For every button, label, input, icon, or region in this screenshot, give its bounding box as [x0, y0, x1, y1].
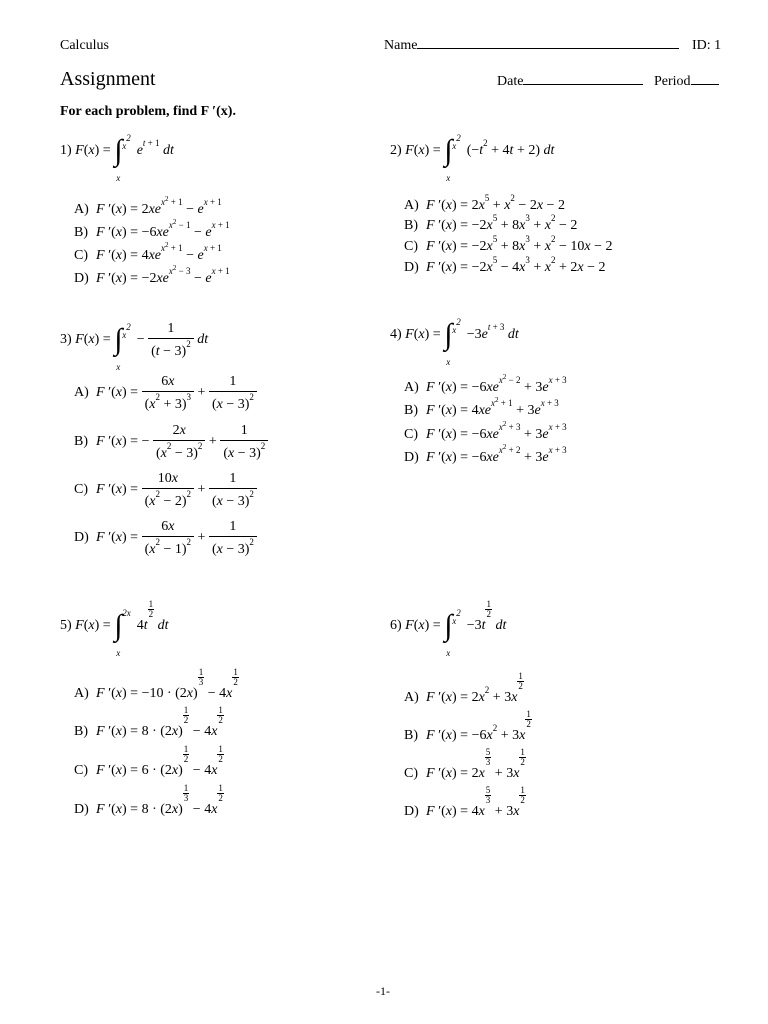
integral-sign: ∫ $x^2$ x — [114, 322, 131, 372]
integral-sign: ∫ $x^2$ x — [444, 317, 461, 367]
choice-label: D) — [74, 802, 89, 817]
choice-6d[interactable]: D) F ′(x) = 4x $\frac{5}{3}$ + 3x $\frac{1}{2}$ — [404, 785, 525, 819]
choice-label: A) — [404, 198, 419, 213]
period-label — [654, 74, 719, 90]
choice-1b[interactable]: B) F $'(x) = -6xe^{x^2 - 1} - e^{x + 1}$ — [74, 218, 230, 240]
choice-label: B) — [74, 724, 88, 739]
problem-6: 6) F(x) = ∫ $x^2$ x −3t $\frac{1}{2}$ dt — [390, 599, 507, 658]
problem-5: 5) F(x) = ∫ 2x x 4t $\frac{1}{2}$ dt — [60, 599, 169, 658]
choice-label: A) — [404, 690, 419, 705]
choice-2c[interactable]: C) F $'(x) = -2x^5 + 8x^3 + x^2 - 10x - 2$ — [404, 234, 613, 254]
problem-number: 4) — [390, 327, 402, 343]
course-label: Calculus — [60, 38, 109, 53]
choice-4d[interactable]: D) F $'(x) = -6xe^{x^2 + 2} + 3e^{x + 3}$ — [404, 443, 567, 465]
choice-label: B) — [404, 218, 418, 233]
choice-label: A) — [74, 686, 89, 701]
name-label — [384, 38, 679, 54]
date-label — [497, 74, 643, 90]
choice-5a[interactable]: A) F ′(x) = −10 · (2x) $\frac{1}{3}$ − 4x $\frac{1}{2}$ — [74, 667, 238, 701]
choice-label: D) — [404, 804, 419, 819]
choice-label: C) — [404, 239, 418, 254]
choice-6a[interactable]: A) F $'(x) = 2x^2 + 3x$ $\frac{1}{2}$ — [404, 671, 523, 705]
choice-label: B) — [404, 728, 418, 743]
choice-4a[interactable]: A) F $'(x) = -6xe^{x^2 - 2} + 3e^{x + 3}$ — [404, 373, 567, 395]
integral-sign: ∫ $x^2$ x — [114, 133, 131, 183]
name-line — [417, 48, 679, 49]
choice-2b[interactable]: B) F $'(x) = -2x^5 + 8x^3 + x^2 - 2$ — [404, 213, 578, 233]
choice-5b[interactable]: B) F ′(x) = 8 · (2x) $\frac{1}{2}$ − 4x $\frac{1}{2}$ — [74, 705, 223, 739]
choice-3a[interactable]: A) F ′(x) = $\frac{6x}{(x^2 + 3)^3}$ + $\frac{1}{(x - 3)^2}$ — [74, 373, 257, 413]
problem-number: 5) — [60, 618, 72, 633]
choice-2d[interactable]: D) F $'(x) = -2x^5 - 4x^3 + x^2 + 2x - 2$ — [404, 255, 606, 275]
name-label-text: Name — [384, 38, 418, 53]
choice-1d[interactable]: D) F $'(x) = -2xe^{x^2 - 3} - e^{x + 1}$ — [74, 264, 230, 286]
problem-2: 2) F(x) = ∫ $x^2$ x $(-t^2 + 4t + 2)$ dt — [390, 133, 555, 183]
choice-5d[interactable]: D) F ′(x) = 8 · (2x) $\frac{1}{3}$ − 4x $\frac{1}{2}$ — [74, 783, 223, 817]
choice-4c[interactable]: C) F $'(x) = -6xe^{x^2 + 3} + 3e^{x + 3}$ — [404, 420, 567, 442]
date-line — [523, 84, 643, 85]
integral-sign: ∫ $x^2$ x — [444, 133, 461, 183]
problem-3: 3) F(x) = ∫ $x^2$ x − $\frac{1}{(t - 3)^2}$ dt — [60, 321, 209, 372]
problem-number: 1) — [60, 143, 72, 159]
period-label-text: Period — [654, 74, 691, 89]
choice-label: B) — [74, 434, 88, 450]
choice-label: C) — [74, 248, 88, 263]
choice-label: B) — [404, 403, 418, 418]
date-label-text: Date — [497, 74, 524, 89]
choice-label: C) — [404, 427, 418, 442]
integral-sign: ∫ 2x x — [114, 607, 131, 658]
choice-6b[interactable]: B) F $'(x) = -6x^2 + 3x$ $\frac{1}{2}$ — [404, 709, 531, 743]
choice-1c[interactable]: C) F $'(x) = 4xe^{x^2 + 1} - e^{x + 1}$ — [74, 241, 222, 263]
problem-1: 1) F(x) = ∫ $x^2$ x $e^{t + 1}$ dt — [60, 133, 174, 183]
instructions: For each problem, find F ′(x). — [60, 104, 236, 119]
problem-number: 3) — [60, 332, 72, 348]
choice-label: C) — [74, 482, 88, 498]
choice-label: D) — [404, 450, 419, 465]
period-line — [691, 84, 719, 85]
choice-2a[interactable]: A) F $'(x) = 2x^5 + x^2 - 2x - 2$ — [404, 193, 565, 213]
choice-3d[interactable]: D) F ′(x) = $\frac{6x}{(x^2 - 1)^2}$ + $\frac{1}{(x - 3)^2}$ — [74, 518, 257, 558]
choice-1a[interactable]: A) F $'(x) = 2xe^{x^2 + 1} - e^{x + 1}$ — [74, 195, 222, 217]
integral-sign: ∫ $x^2$ x — [444, 607, 461, 658]
choice-3b[interactable]: B) F ′(x) = − $\frac{2x}{(x^2 - 3)^2}$ + $\frac{1}{(x - 3)^2}$ — [74, 422, 268, 462]
page-title: Assignment — [60, 68, 156, 90]
choice-label: D) — [74, 530, 89, 546]
choice-5c[interactable]: C) F ′(x) = 6 · (2x) $\frac{1}{2}$ − 4x $\frac{1}{2}$ — [74, 744, 223, 778]
choice-label: D) — [74, 271, 89, 286]
choice-3c[interactable]: C) F ′(x) = $\frac{10x}{(x^2 - 2)^2}$ + $\frac{1}{(x - 3)^2}$ — [74, 470, 257, 510]
choice-4b[interactable]: B) F $'(x) = 4xe^{x^2 + 1} + 3e^{x + 3}$ — [404, 396, 559, 418]
choice-6c[interactable]: C) F ′(x) = 2x $\frac{5}{3}$ + 3x $\frac{1}{2}$ — [404, 747, 525, 781]
problem-4: 4) F(x) = ∫ $x^2$ x $-3e^{t + 3}$ dt — [390, 317, 519, 367]
problem-number: 2) — [390, 143, 402, 159]
choice-label: C) — [74, 763, 88, 778]
choice-label: D) — [404, 260, 419, 275]
problem-number: 6) — [390, 618, 402, 633]
choice-label: A) — [74, 385, 89, 401]
id-label: ID: 1 — [692, 38, 722, 53]
choice-label: A) — [74, 202, 89, 217]
choice-label: A) — [404, 380, 419, 395]
choice-label: C) — [404, 766, 418, 781]
choice-label: B) — [74, 225, 88, 240]
page-number: -1- — [376, 984, 390, 998]
